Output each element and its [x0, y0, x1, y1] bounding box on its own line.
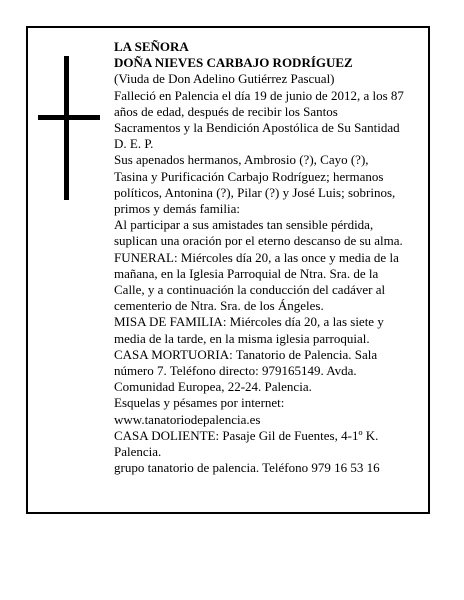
family-line-2: Tasina y Purificación Carbajo Rodríguez; hermanos	[114, 168, 384, 184]
family-line-3: políticos, Antonina (?), Pilar (?) y José Luis; sobrinos,	[114, 184, 396, 200]
mortuary-line-1: CASA MORTUORIA: Tanatorio de Palencia. Sala	[114, 346, 378, 362]
family-line-4: primos y demás familia:	[114, 201, 241, 217]
cross-vertical-bar	[64, 56, 69, 200]
funeral-line-1: FUNERAL: Miércoles día 20, a las once y media de la	[114, 249, 399, 265]
death-line-1: Falleció en Palencia el día 19 de junio de 2012, a los 87	[114, 87, 404, 103]
rip-line: D. E. P.	[114, 136, 154, 152]
deceased-name: DOÑA NIEVES CARBAJO RODRÍGUEZ	[114, 55, 353, 71]
request-line-2: suplican una oración por el eterno descanso de su alma.	[114, 233, 403, 249]
mortuary-line-2: número 7. Teléfono directo: 979165149. Avda.	[114, 363, 357, 379]
cross-horizontal-bar	[38, 115, 100, 120]
obituary-notice	[26, 26, 430, 514]
mourning-house-line-1: CASA DOLIENTE: Pasaje Gil de Fuentes, 4-1º K.	[114, 427, 379, 443]
family-mass-line-1: MISA DE FAMILIA: Miércoles día 20, a las siete y	[114, 314, 384, 330]
mourning-house-line-2: Palencia.	[114, 444, 162, 460]
request-line-1: Al participar a sus amistades tan sensible pérdida,	[114, 217, 374, 233]
death-line-2: años de edad, después de recibir los Santos	[114, 103, 338, 119]
funeral-line-3: Calle, y a continuación la conducción del cadáver al	[114, 282, 386, 298]
internet-label: Esquelas y pésames por internet:	[114, 395, 285, 411]
website-link[interactable]: www.tanatoriodepalencia.es	[114, 411, 261, 427]
mortuary-line-3: Comunidad Europea, 22-24. Palencia.	[114, 379, 312, 395]
funeral-line-2: mañana, en la Iglesia Parroquial de Ntra. Sra. de la	[114, 265, 379, 281]
cross-icon	[38, 56, 100, 200]
widow-note: (Viuda de Don Adelino Gutiérrez Pascual)	[114, 71, 335, 87]
family-line-1: Sus apenados hermanos, Ambrosio (?), Cayo (?),	[114, 152, 369, 168]
funeral-line-4: cementerio de Ntra. Sra. de los Ángeles.	[114, 298, 324, 314]
funeral-home-contact: grupo tanatorio de palencia. Teléfono 979 16 53 16	[114, 460, 380, 476]
notice-text	[114, 39, 426, 476]
family-mass-line-2: media de la tarde, en la misma iglesia parroquial.	[114, 330, 370, 346]
notice-heading: LA SEÑORA	[114, 39, 189, 54]
death-line-3: Sacramentos y la Bendición Apostólica de Su Santidad	[114, 120, 400, 136]
